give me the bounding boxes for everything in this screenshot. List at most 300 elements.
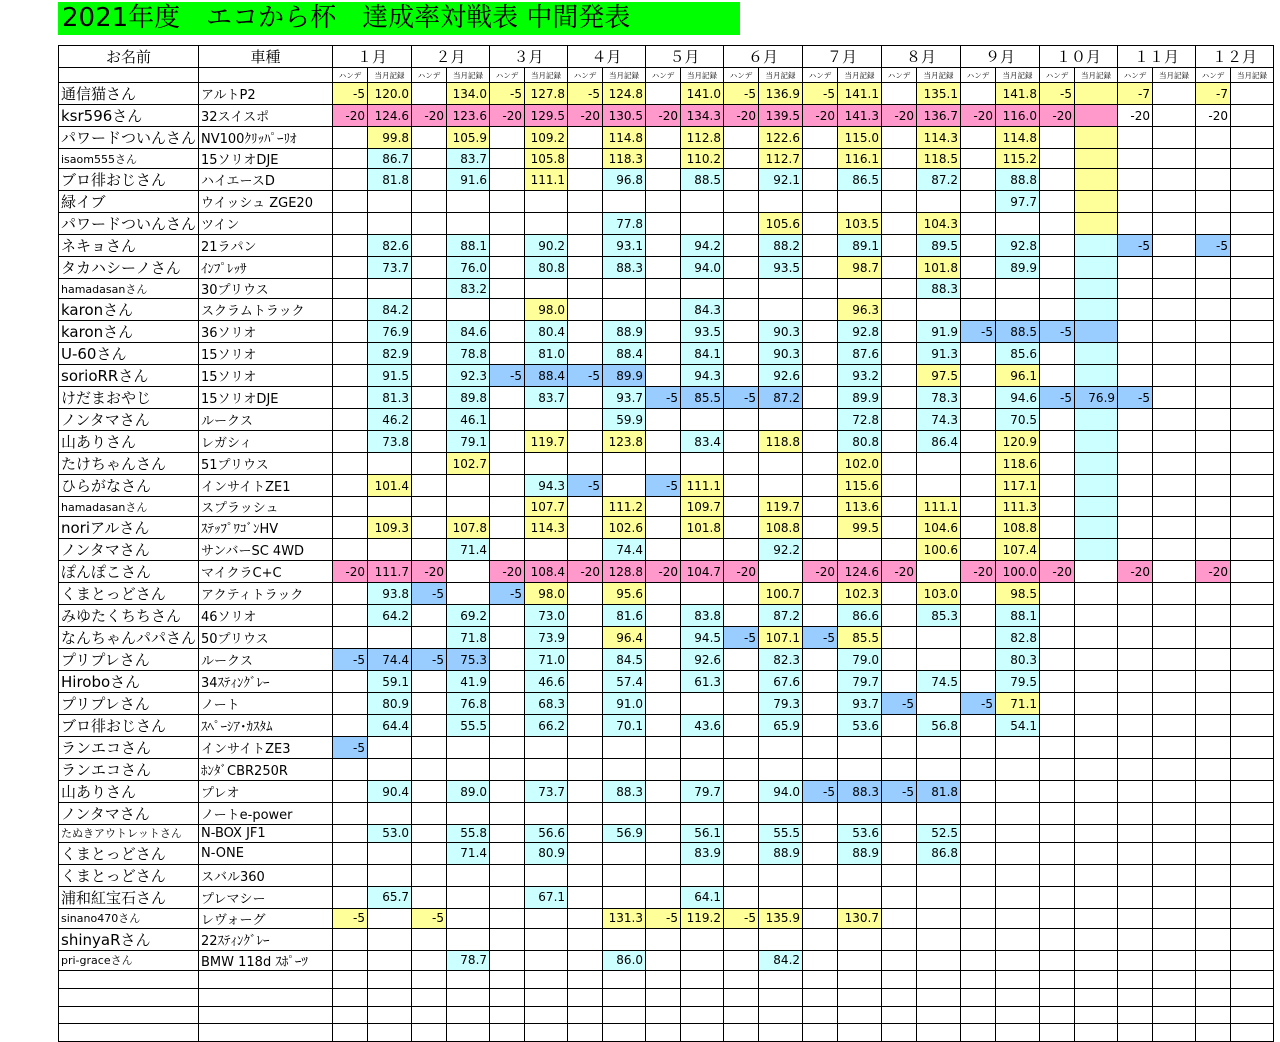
handicap-cell bbox=[803, 475, 838, 497]
handicap-cell bbox=[412, 517, 447, 539]
record-cell bbox=[368, 928, 412, 950]
car-model bbox=[199, 1006, 333, 1024]
record-cell: 87.2 bbox=[759, 387, 803, 409]
handicap-cell bbox=[1118, 693, 1153, 715]
handicap-cell bbox=[1040, 715, 1075, 737]
record-cell: 86.7 bbox=[368, 149, 412, 169]
month-header: ６月 bbox=[724, 46, 803, 68]
record-cell: 69.2 bbox=[447, 605, 490, 627]
handicap-cell bbox=[724, 497, 759, 517]
handicap-cell bbox=[1118, 539, 1153, 561]
car-model: スプラッシュ bbox=[199, 497, 333, 517]
handicap-cell bbox=[961, 169, 996, 191]
handicap-cell bbox=[646, 365, 681, 387]
record-cell: 87.2 bbox=[759, 605, 803, 627]
record-cell bbox=[447, 928, 490, 950]
car-model: 15ソリオ bbox=[199, 343, 333, 365]
handicap-cell bbox=[724, 605, 759, 627]
handicap-header: ハンデ bbox=[333, 68, 368, 83]
handicap-cell bbox=[568, 737, 603, 759]
handicap-cell: -20 bbox=[803, 561, 838, 583]
record-cell: 83.4 bbox=[681, 431, 724, 453]
record-cell bbox=[525, 950, 568, 970]
record-cell: 73.0 bbox=[525, 605, 568, 627]
handicap-cell bbox=[803, 539, 838, 561]
handicap-cell bbox=[490, 1006, 525, 1024]
record-cell: 86.8 bbox=[917, 842, 961, 864]
handicap-cell bbox=[803, 803, 838, 825]
record-cell: 68.3 bbox=[525, 693, 568, 715]
record-cell: 112.8 bbox=[681, 127, 724, 149]
record-cell: 86.5 bbox=[838, 169, 882, 191]
handicap-cell bbox=[1118, 257, 1153, 279]
handicap-cell bbox=[1196, 842, 1231, 864]
record-cell bbox=[1153, 517, 1196, 539]
handicap-cell bbox=[882, 803, 917, 825]
handicap-cell bbox=[803, 886, 838, 908]
handicap-cell: -5 bbox=[803, 83, 838, 105]
record-cell bbox=[838, 1024, 882, 1042]
record-cell bbox=[368, 864, 412, 886]
record-cell bbox=[1231, 299, 1274, 321]
record-cell: 55.5 bbox=[759, 825, 803, 843]
record-cell: 80.9 bbox=[525, 842, 568, 864]
record-cell bbox=[681, 803, 724, 825]
handicap-cell bbox=[1196, 299, 1231, 321]
record-header: 当月記録 bbox=[525, 68, 568, 83]
handicap-cell bbox=[333, 149, 368, 169]
record-cell: 88.3 bbox=[603, 781, 646, 803]
record-cell bbox=[1231, 517, 1274, 539]
month-header: １２月 bbox=[1196, 46, 1274, 68]
record-cell: 141.0 bbox=[681, 83, 724, 105]
handicap-cell bbox=[568, 864, 603, 886]
handicap-cell bbox=[568, 191, 603, 213]
driver-name: ノンタマさん bbox=[59, 409, 199, 431]
handicap-cell bbox=[1040, 257, 1075, 279]
handicap-cell bbox=[412, 387, 447, 409]
record-cell bbox=[1075, 759, 1118, 781]
record-cell bbox=[525, 453, 568, 475]
handicap-cell bbox=[724, 169, 759, 191]
handicap-cell: -5 bbox=[333, 737, 368, 759]
record-cell bbox=[1075, 627, 1118, 649]
record-cell: 108.8 bbox=[996, 517, 1040, 539]
driver-name: 山ありさん bbox=[59, 431, 199, 453]
table-row bbox=[59, 453, 1274, 475]
record-cell bbox=[447, 864, 490, 886]
header-row bbox=[59, 46, 1274, 68]
record-cell bbox=[525, 908, 568, 928]
record-cell bbox=[1075, 1006, 1118, 1024]
driver-name: パワードついんさん bbox=[59, 213, 199, 235]
handicap-cell: -20 bbox=[1118, 561, 1153, 583]
handicap-cell bbox=[412, 431, 447, 453]
handicap-cell bbox=[568, 387, 603, 409]
handicap-cell: -5 bbox=[1118, 387, 1153, 409]
handicap-cell: -5 bbox=[568, 475, 603, 497]
handicap-cell bbox=[1040, 583, 1075, 605]
driver-name: ひらがなさん bbox=[59, 475, 199, 497]
record-cell bbox=[681, 693, 724, 715]
record-cell bbox=[1153, 781, 1196, 803]
record-cell bbox=[603, 803, 646, 825]
record-cell bbox=[1153, 737, 1196, 759]
results-table bbox=[58, 45, 1274, 1042]
handicap-cell bbox=[412, 169, 447, 191]
handicap-cell bbox=[961, 825, 996, 843]
record-cell: 88.4 bbox=[603, 343, 646, 365]
record-cell bbox=[525, 191, 568, 213]
handicap-cell: -20 bbox=[333, 105, 368, 127]
record-cell: 118.3 bbox=[603, 149, 646, 169]
record-cell bbox=[1153, 431, 1196, 453]
handicap-cell bbox=[724, 759, 759, 781]
record-cell bbox=[603, 279, 646, 299]
handicap-cell bbox=[333, 970, 368, 988]
handicap-header: ハンデ bbox=[1196, 68, 1231, 83]
record-cell: 84.5 bbox=[603, 649, 646, 671]
record-cell: 94.2 bbox=[681, 235, 724, 257]
handicap-cell bbox=[490, 988, 525, 1006]
record-header: 当月記録 bbox=[996, 68, 1040, 83]
record-cell bbox=[603, 737, 646, 759]
table-row bbox=[59, 497, 1274, 517]
handicap-cell bbox=[882, 864, 917, 886]
record-cell: 114.3 bbox=[525, 517, 568, 539]
handicap-cell bbox=[490, 343, 525, 365]
handicap-cell bbox=[568, 517, 603, 539]
record-cell bbox=[1153, 105, 1196, 127]
table-row bbox=[59, 517, 1274, 539]
record-cell bbox=[1075, 539, 1118, 561]
handicap-cell bbox=[882, 715, 917, 737]
handicap-cell bbox=[1196, 950, 1231, 970]
record-cell: 108.4 bbox=[525, 561, 568, 583]
handicap-cell bbox=[646, 343, 681, 365]
handicap-cell bbox=[568, 539, 603, 561]
handicap-cell bbox=[490, 149, 525, 169]
handicap-cell bbox=[412, 127, 447, 149]
record-cell bbox=[1153, 149, 1196, 169]
handicap-cell bbox=[724, 235, 759, 257]
record-cell bbox=[603, 299, 646, 321]
handicap-cell bbox=[490, 693, 525, 715]
record-cell bbox=[917, 928, 961, 950]
handicap-cell bbox=[1040, 970, 1075, 988]
record-cell bbox=[368, 988, 412, 1006]
record-cell bbox=[996, 781, 1040, 803]
record-cell bbox=[1075, 191, 1118, 213]
handicap-cell bbox=[882, 1006, 917, 1024]
handicap-cell bbox=[333, 453, 368, 475]
record-cell bbox=[368, 213, 412, 235]
handicap-cell bbox=[724, 453, 759, 475]
record-cell: 134.0 bbox=[447, 83, 490, 105]
handicap-cell bbox=[646, 649, 681, 671]
record-cell bbox=[838, 759, 882, 781]
handicap-cell bbox=[412, 497, 447, 517]
handicap-cell bbox=[882, 127, 917, 149]
record-cell: 74.4 bbox=[368, 649, 412, 671]
car-model: プレオ bbox=[199, 781, 333, 803]
record-cell: 92.6 bbox=[759, 365, 803, 387]
record-cell bbox=[1075, 517, 1118, 539]
record-cell: 94.5 bbox=[681, 627, 724, 649]
handicap-cell: -5 bbox=[412, 583, 447, 605]
handicap-cell bbox=[646, 191, 681, 213]
handicap-cell: -20 bbox=[961, 105, 996, 127]
handicap-cell: -5 bbox=[333, 649, 368, 671]
handicap-cell bbox=[724, 1006, 759, 1024]
car-model: 15ソリオDJE bbox=[199, 149, 333, 169]
record-cell bbox=[368, 759, 412, 781]
driver-name: なんちゃんパパさん bbox=[59, 627, 199, 649]
record-cell bbox=[1231, 649, 1274, 671]
record-cell: 102.7 bbox=[447, 453, 490, 475]
record-cell bbox=[1075, 842, 1118, 864]
record-cell: 131.3 bbox=[603, 908, 646, 928]
record-cell bbox=[1153, 627, 1196, 649]
record-cell: 111.7 bbox=[368, 561, 412, 583]
record-cell: 103.0 bbox=[917, 583, 961, 605]
handicap-cell bbox=[724, 343, 759, 365]
record-cell bbox=[759, 453, 803, 475]
table-row bbox=[59, 627, 1274, 649]
handicap-cell bbox=[724, 886, 759, 908]
record-header: 当月記録 bbox=[1075, 68, 1118, 83]
record-cell: 129.5 bbox=[525, 105, 568, 127]
handicap-cell bbox=[412, 605, 447, 627]
record-cell: 136.9 bbox=[759, 83, 803, 105]
handicap-cell bbox=[961, 671, 996, 693]
handicap-cell bbox=[490, 627, 525, 649]
record-cell bbox=[1231, 453, 1274, 475]
handicap-cell bbox=[803, 235, 838, 257]
record-cell: 89.1 bbox=[838, 235, 882, 257]
record-cell bbox=[603, 988, 646, 1006]
record-cell: 123.6 bbox=[447, 105, 490, 127]
handicap-cell bbox=[882, 928, 917, 950]
record-cell bbox=[368, 737, 412, 759]
handicap-cell bbox=[333, 279, 368, 299]
handicap-cell bbox=[882, 213, 917, 235]
record-cell bbox=[759, 988, 803, 1006]
handicap-cell: -5 bbox=[724, 908, 759, 928]
handicap-cell bbox=[882, 343, 917, 365]
record-cell bbox=[1075, 950, 1118, 970]
record-cell bbox=[838, 191, 882, 213]
handicap-cell bbox=[724, 321, 759, 343]
record-cell bbox=[1153, 169, 1196, 191]
driver-name: Hiroboさん bbox=[59, 671, 199, 693]
handicap-cell bbox=[1040, 759, 1075, 781]
record-cell: 64.4 bbox=[368, 715, 412, 737]
record-cell: 119.7 bbox=[525, 431, 568, 453]
record-cell: 82.6 bbox=[368, 235, 412, 257]
record-cell bbox=[525, 279, 568, 299]
record-header: 当月記録 bbox=[759, 68, 803, 83]
handicap-cell: -20 bbox=[646, 105, 681, 127]
record-cell: 130.7 bbox=[838, 908, 882, 928]
record-cell: 115.2 bbox=[996, 149, 1040, 169]
table-row bbox=[59, 279, 1274, 299]
handicap-cell bbox=[1196, 583, 1231, 605]
record-cell bbox=[603, 475, 646, 497]
record-cell: 96.3 bbox=[838, 299, 882, 321]
handicap-cell: -5 bbox=[646, 908, 681, 928]
record-cell bbox=[681, 737, 724, 759]
handicap-cell bbox=[490, 191, 525, 213]
car-model bbox=[199, 970, 333, 988]
handicap-cell bbox=[490, 453, 525, 475]
driver-name: くまとっどさん bbox=[59, 864, 199, 886]
record-cell bbox=[447, 475, 490, 497]
record-cell bbox=[525, 759, 568, 781]
handicap-cell: -5 bbox=[490, 365, 525, 387]
month-header: ９月 bbox=[961, 46, 1040, 68]
handicap-cell: -20 bbox=[882, 561, 917, 583]
handicap-cell bbox=[1196, 908, 1231, 928]
record-cell: 87.2 bbox=[917, 169, 961, 191]
record-cell: 74.4 bbox=[603, 539, 646, 561]
handicap-cell bbox=[333, 886, 368, 908]
handicap-cell bbox=[1118, 988, 1153, 1006]
handicap-cell bbox=[1040, 803, 1075, 825]
car-model: レガシィ bbox=[199, 431, 333, 453]
record-cell bbox=[1153, 928, 1196, 950]
record-cell bbox=[1075, 279, 1118, 299]
handicap-cell: -5 bbox=[646, 387, 681, 409]
record-cell: 90.3 bbox=[759, 321, 803, 343]
handicap-cell bbox=[333, 864, 368, 886]
record-cell bbox=[1075, 475, 1118, 497]
record-cell: 95.6 bbox=[603, 583, 646, 605]
handicap-cell bbox=[803, 737, 838, 759]
record-cell: 82.8 bbox=[996, 627, 1040, 649]
car-model: 30プリウス bbox=[199, 279, 333, 299]
handicap-cell bbox=[490, 431, 525, 453]
handicap-cell bbox=[333, 517, 368, 539]
record-cell bbox=[838, 988, 882, 1006]
record-cell: 75.3 bbox=[447, 649, 490, 671]
record-cell: 101.8 bbox=[917, 257, 961, 279]
record-cell bbox=[1075, 257, 1118, 279]
record-cell bbox=[917, 561, 961, 583]
record-cell: 88.1 bbox=[447, 235, 490, 257]
record-cell: 92.1 bbox=[759, 169, 803, 191]
record-cell bbox=[759, 864, 803, 886]
record-cell bbox=[447, 1024, 490, 1042]
handicap-cell bbox=[646, 169, 681, 191]
handicap-cell bbox=[568, 453, 603, 475]
record-cell bbox=[1153, 759, 1196, 781]
handicap-cell bbox=[961, 127, 996, 149]
record-cell bbox=[1231, 842, 1274, 864]
handicap-cell bbox=[1040, 235, 1075, 257]
handicap-cell bbox=[1040, 497, 1075, 517]
record-cell bbox=[759, 1006, 803, 1024]
record-cell bbox=[603, 759, 646, 781]
record-cell: 88.2 bbox=[759, 235, 803, 257]
record-cell bbox=[368, 539, 412, 561]
record-cell: 107.8 bbox=[447, 517, 490, 539]
car-model: ルークス bbox=[199, 649, 333, 671]
table-row bbox=[59, 970, 1274, 988]
handicap-cell bbox=[1040, 169, 1075, 191]
record-cell: 84.1 bbox=[681, 343, 724, 365]
handicap-cell bbox=[568, 928, 603, 950]
record-cell bbox=[368, 1024, 412, 1042]
driver-name: ノンタマさん bbox=[59, 803, 199, 825]
handicap-cell bbox=[1118, 671, 1153, 693]
record-cell bbox=[917, 988, 961, 1006]
handicap-cell bbox=[1040, 1006, 1075, 1024]
handicap-cell bbox=[490, 605, 525, 627]
record-cell bbox=[525, 737, 568, 759]
record-cell bbox=[447, 970, 490, 988]
car-model: マイクラC+C bbox=[199, 561, 333, 583]
handicap-header: ハンデ bbox=[961, 68, 996, 83]
handicap-cell bbox=[412, 235, 447, 257]
blank-cell bbox=[199, 68, 333, 83]
record-cell: 88.9 bbox=[838, 842, 882, 864]
handicap-cell bbox=[490, 235, 525, 257]
record-cell: 70.1 bbox=[603, 715, 646, 737]
handicap-cell bbox=[646, 928, 681, 950]
handicap-cell bbox=[1196, 279, 1231, 299]
handicap-cell bbox=[882, 279, 917, 299]
table-row bbox=[59, 257, 1274, 279]
handicap-cell bbox=[1118, 299, 1153, 321]
handicap-cell: -20 bbox=[724, 561, 759, 583]
car-model: ノート bbox=[199, 693, 333, 715]
record-cell: 88.5 bbox=[996, 321, 1040, 343]
record-cell: 81.3 bbox=[368, 387, 412, 409]
handicap-cell bbox=[646, 605, 681, 627]
handicap-cell bbox=[490, 715, 525, 737]
record-cell: 98.7 bbox=[838, 257, 882, 279]
driver-name: プリプレさん bbox=[59, 693, 199, 715]
handicap-cell: -20 bbox=[1040, 561, 1075, 583]
record-cell: 90.2 bbox=[525, 235, 568, 257]
record-cell bbox=[603, 886, 646, 908]
record-cell bbox=[917, 453, 961, 475]
handicap-cell bbox=[646, 781, 681, 803]
handicap-cell bbox=[1118, 169, 1153, 191]
handicap-cell bbox=[1118, 213, 1153, 235]
handicap-cell bbox=[803, 950, 838, 970]
handicap-cell bbox=[961, 950, 996, 970]
record-cell: 119.7 bbox=[759, 497, 803, 517]
driver-name: けだまおやじ bbox=[59, 387, 199, 409]
record-cell: 100.6 bbox=[917, 539, 961, 561]
record-cell: 56.8 bbox=[917, 715, 961, 737]
handicap-cell bbox=[803, 191, 838, 213]
handicap-cell bbox=[882, 83, 917, 105]
handicap-cell bbox=[882, 191, 917, 213]
record-cell bbox=[447, 299, 490, 321]
record-cell bbox=[681, 928, 724, 950]
handicap-cell bbox=[1118, 321, 1153, 343]
handicap-cell bbox=[724, 842, 759, 864]
record-cell: 91.9 bbox=[917, 321, 961, 343]
handicap-cell bbox=[882, 257, 917, 279]
record-cell: 107.4 bbox=[996, 539, 1040, 561]
record-cell bbox=[838, 737, 882, 759]
handicap-cell bbox=[333, 343, 368, 365]
handicap-cell bbox=[961, 475, 996, 497]
